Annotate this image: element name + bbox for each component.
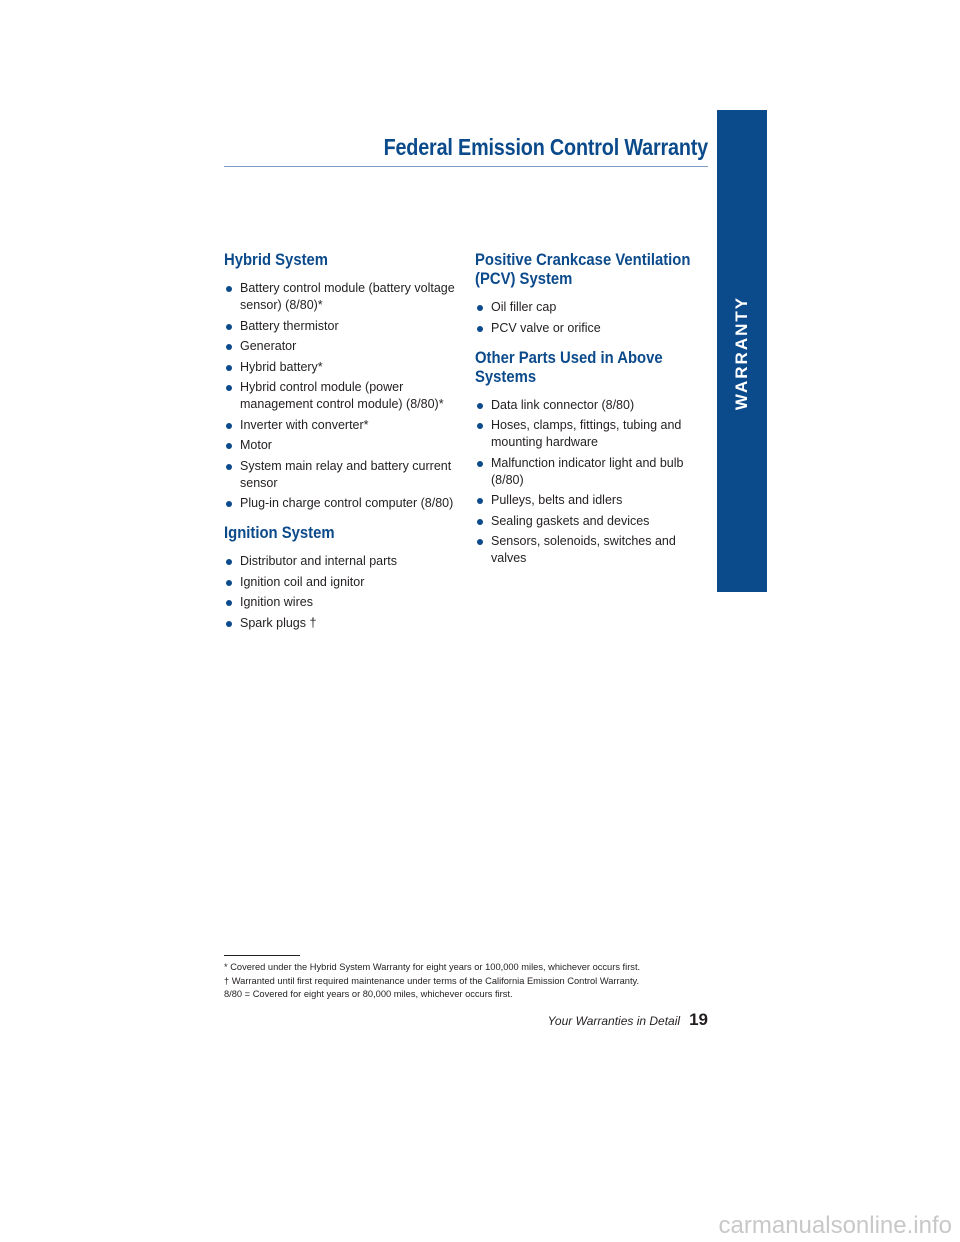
page-footer bbox=[548, 1010, 708, 1030]
watermark: carmanualsonline.info bbox=[718, 1212, 952, 1239]
bullet-icon bbox=[226, 464, 232, 470]
list-item: Battery control module (battery voltage sensor) (8/80)* bbox=[224, 280, 460, 314]
list-item: Plug-in charge control computer (8/80) bbox=[224, 495, 460, 512]
bullet-icon bbox=[477, 403, 483, 409]
bullet-icon bbox=[477, 498, 483, 504]
item-list bbox=[475, 299, 707, 337]
list-item: Ignition coil and ignitor bbox=[224, 574, 460, 591]
list-item: Oil filler cap bbox=[475, 299, 707, 316]
bullet-icon bbox=[226, 621, 232, 627]
list-item: Distributor and internal parts bbox=[224, 553, 460, 570]
bullet-icon bbox=[477, 539, 483, 545]
list-item: Motor bbox=[224, 437, 460, 454]
list-item: Sensors, solenoids, switches and valves bbox=[475, 533, 707, 567]
page-title: Federal Emission Control Warranty bbox=[383, 134, 708, 160]
list-item: Inverter with converter* bbox=[224, 417, 460, 434]
bullet-icon bbox=[477, 461, 483, 467]
section-heading bbox=[475, 349, 684, 387]
section-heading bbox=[475, 251, 691, 289]
page-number: 19 bbox=[689, 1010, 708, 1029]
list-item: Hybrid battery* bbox=[224, 359, 460, 376]
item-list bbox=[475, 397, 707, 568]
footnotes bbox=[224, 961, 714, 1002]
section-hybrid-system bbox=[224, 251, 460, 512]
section-other-parts bbox=[475, 349, 707, 568]
section-pcv-system bbox=[475, 251, 707, 337]
warranty-side-tab bbox=[717, 110, 767, 592]
bullet-icon bbox=[226, 385, 232, 391]
footnote: * Covered under the Hybrid System Warranty for eight years or 100,000 miles, whichever occurs first. bbox=[224, 962, 641, 972]
header-rule bbox=[224, 166, 708, 167]
bullet-icon bbox=[477, 326, 483, 332]
bullet-icon bbox=[226, 423, 232, 429]
footer-label: Your Warranties in Detail bbox=[547, 1014, 681, 1028]
bullet-icon bbox=[226, 559, 232, 565]
left-column bbox=[224, 251, 460, 644]
footnote: † Warranted until first required maintenance under terms of the California Emission Control Warranty. bbox=[224, 975, 640, 986]
list-item: Sealing gaskets and devices bbox=[475, 513, 707, 530]
bullet-icon bbox=[226, 501, 232, 507]
bullet-icon bbox=[226, 600, 232, 606]
bullet-icon bbox=[226, 324, 232, 330]
list-item: Malfunction indicator light and bulb (8/80) bbox=[475, 455, 707, 489]
right-column bbox=[475, 251, 707, 579]
bullet-icon bbox=[226, 365, 232, 371]
item-list bbox=[224, 280, 460, 512]
heading-line: Positive Crankcase Ventilation bbox=[475, 251, 691, 269]
bullet-icon bbox=[477, 519, 483, 525]
item-list bbox=[224, 553, 460, 632]
heading-line: Systems bbox=[475, 367, 537, 386]
list-item: Data link connector (8/80) bbox=[475, 397, 707, 414]
bullet-icon bbox=[226, 580, 232, 586]
section-heading: Hybrid System bbox=[224, 251, 328, 269]
list-item: Battery thermistor bbox=[224, 318, 460, 335]
heading-line: (PCV) System bbox=[475, 270, 573, 288]
section-heading: Ignition System bbox=[224, 524, 335, 542]
bullet-icon bbox=[226, 286, 232, 292]
list-item: Hoses, clamps, fittings, tubing and mounting hardware bbox=[475, 417, 707, 451]
footnote-rule bbox=[224, 955, 300, 956]
heading-line: Other Parts Used in Above bbox=[475, 348, 663, 367]
list-item: System main relay and battery current sensor bbox=[224, 458, 460, 492]
list-item: Pulleys, belts and idlers bbox=[475, 492, 707, 509]
list-item: Spark plugs † bbox=[224, 615, 460, 632]
list-item: Ignition wires bbox=[224, 594, 460, 611]
bullet-icon bbox=[226, 344, 232, 350]
side-tab-label: WARRANTY bbox=[732, 295, 751, 411]
section-ignition-system bbox=[224, 524, 460, 632]
list-item: Generator bbox=[224, 338, 460, 355]
list-item: Hybrid control module (power management control module) (8/80)* bbox=[224, 379, 460, 413]
bullet-icon bbox=[477, 423, 483, 429]
footnote: 8/80 = Covered for eight years or 80,000 miles, whichever occurs first. bbox=[224, 989, 513, 999]
bullet-icon bbox=[477, 305, 483, 311]
bullet-icon bbox=[226, 443, 232, 449]
list-item: PCV valve or orifice bbox=[475, 320, 707, 337]
